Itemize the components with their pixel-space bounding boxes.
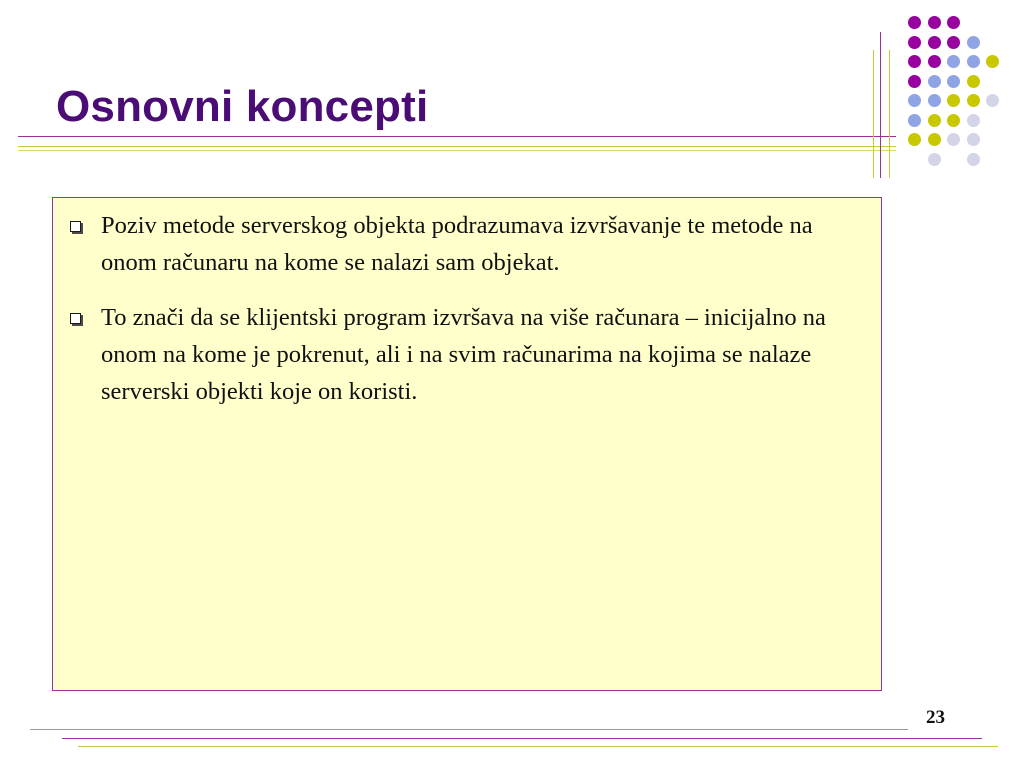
- decor-dot: [928, 94, 941, 107]
- decor-dot: [947, 16, 960, 29]
- decor-dot: [967, 114, 980, 127]
- dot-grid-decoration: [908, 16, 1004, 166]
- decor-vline-2: [880, 32, 881, 178]
- decor-dot: [908, 133, 921, 146]
- title-underline-thin: [18, 150, 896, 151]
- title-underline: [18, 136, 896, 137]
- decor-dot: [947, 75, 960, 88]
- decor-dot: [986, 55, 999, 68]
- decor-dot: [908, 94, 921, 107]
- decor-dot: [967, 94, 980, 107]
- decor-dot: [947, 133, 960, 146]
- decor-dot: [928, 16, 941, 29]
- square-bullet-icon: [70, 221, 81, 232]
- decor-dot: [928, 75, 941, 88]
- decor-dot: [928, 133, 941, 146]
- page-number: 23: [926, 707, 945, 728]
- bullet-list: [53, 198, 881, 428]
- decor-dot: [908, 16, 921, 29]
- decor-dot: [967, 133, 980, 146]
- square-bullet-icon: [70, 313, 81, 324]
- decor-dot: [928, 55, 941, 68]
- decor-dot: [986, 94, 999, 107]
- decor-dot: [967, 36, 980, 49]
- decor-dot: [947, 94, 960, 107]
- decor-dot: [908, 114, 921, 127]
- decor-dot: [928, 153, 941, 166]
- slide-title: Osnovni koncepti: [56, 82, 429, 131]
- decor-vline-3: [889, 50, 890, 178]
- footer-line-3: [78, 746, 998, 747]
- decor-dot: [967, 55, 980, 68]
- bullet-text: Poziv metode serverskog objekta podrazumava izvršavanje te metode na onom računaru na kome se nalazi sam objekat.: [101, 212, 813, 276]
- bullet-item: [53, 207, 881, 281]
- bullet-item: [53, 299, 881, 410]
- decor-dot: [947, 114, 960, 127]
- content-box: [52, 197, 882, 691]
- title-underline-olive: [18, 146, 896, 147]
- decor-vline-1: [873, 50, 874, 178]
- bullet-text: To znači da se klijentski program izvršava na više računara – inicijalno na onom na kome je pokrenut, ali i na svim računarima na kojima se nalaze serverski objekti koje on koristi.: [101, 304, 826, 405]
- decor-dot: [947, 36, 960, 49]
- decor-dot: [967, 75, 980, 88]
- decor-dot: [928, 114, 941, 127]
- footer-line-1: [30, 729, 908, 730]
- decor-dot: [908, 36, 921, 49]
- decor-dot: [967, 153, 980, 166]
- decor-dot: [928, 36, 941, 49]
- decor-dot: [908, 55, 921, 68]
- decor-dot: [947, 55, 960, 68]
- footer-line-2: [62, 738, 982, 739]
- decor-dot: [908, 75, 921, 88]
